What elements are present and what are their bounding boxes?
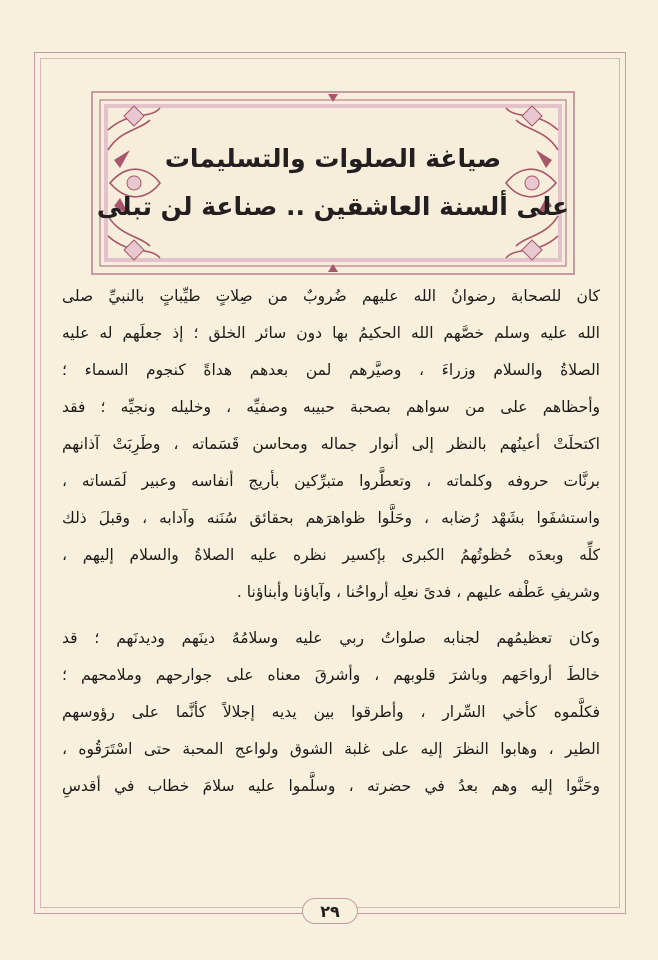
text-line: وشريفِ عَطْفه عليهم ، فدىً نعلِه أرواحُنا ، وآباؤنا وأبناؤنا .: [236, 583, 600, 601]
text-line: الله عليه وسلم خصَّهم الله الحكيمُ بها دون سائر الخلق ؛ إذ جعلَهم له عليه: [62, 324, 600, 342]
body-text: [62, 278, 600, 805]
text-line: كان للصحابة رضوانُ الله عليهم ضُروبٌ من صِلاتٍ طيِّباتٍ بالنبيِّ صلى: [62, 287, 600, 305]
text-line: وكان تعظيمُهم لجنابه صلواتُ ربي عليه وسلامُهُ دينَهم وديدنَهم ؛ قد: [62, 629, 600, 647]
title-cartouche: [90, 90, 576, 276]
text-line: وحَنَّوا إليه وهم بعدُ في حضرته ، وسلَّموا عليه سلامَ خطاب في أقدسِ: [62, 777, 600, 795]
text-line: برنَّات حروفه وكلماته ، وتعطَّروا متبرِّكين بأريج أنفاسه وعبير لَمَساته ،: [62, 472, 600, 490]
title-line-2: على ألسنة العاشقين .. صناعة لن تبلى: [96, 192, 570, 221]
paragraph-1: [62, 278, 600, 611]
text-line: الطير ، وهابوا النظرَ إليه على غلبة الشوق ولواعج المحبة حتى اسْتَرَقُوه ،: [62, 740, 600, 758]
text-line: اكتحلَتْ أعينُهم بالنظر إلى أنوار جماله ومحاسن قَسَماته ، وطَرِبَتْ آذانهم: [62, 435, 600, 453]
chapter-title: [90, 90, 576, 276]
page-number: ٢٩: [302, 898, 358, 924]
title-line-1: صياغة الصلوات والتسليمات: [164, 144, 502, 173]
text-line: واستشفَوا بشَهْد رُضابه ، وحَلَّوا ظواهرَهم بحقائق سُنَنه وآدابه ، وقبلَ ذلك: [62, 509, 600, 527]
text-line: خالطَ أرواحَهم وباشرَ قلوبهم ، وأشرقَ معناه على جوارحهم وملامحهم ؛: [62, 666, 600, 684]
text-line: كلِّه وبعدَه حُظوتُهمُ الكبرى بإكسير نظره عليه الصلاةُ والسلام إليهم ،: [62, 546, 600, 564]
text-line: وأحظاهم على من سواهم بصحبة حبيبه وصفيِّه ، وخليله ونجيِّه ؛ فقد: [62, 398, 600, 416]
text-line: الصلاةُ والسلام وزراءَ ، وصيَّرهم لمن بعدهم هداةً كنجوم السماء ؛: [62, 361, 600, 379]
text-line: فكلَّموه كأخي السِّرار ، وأطرقوا بين يديه إجلالاً كأنَّما على رؤوسهم: [62, 703, 600, 721]
paragraph-2: [62, 620, 600, 805]
